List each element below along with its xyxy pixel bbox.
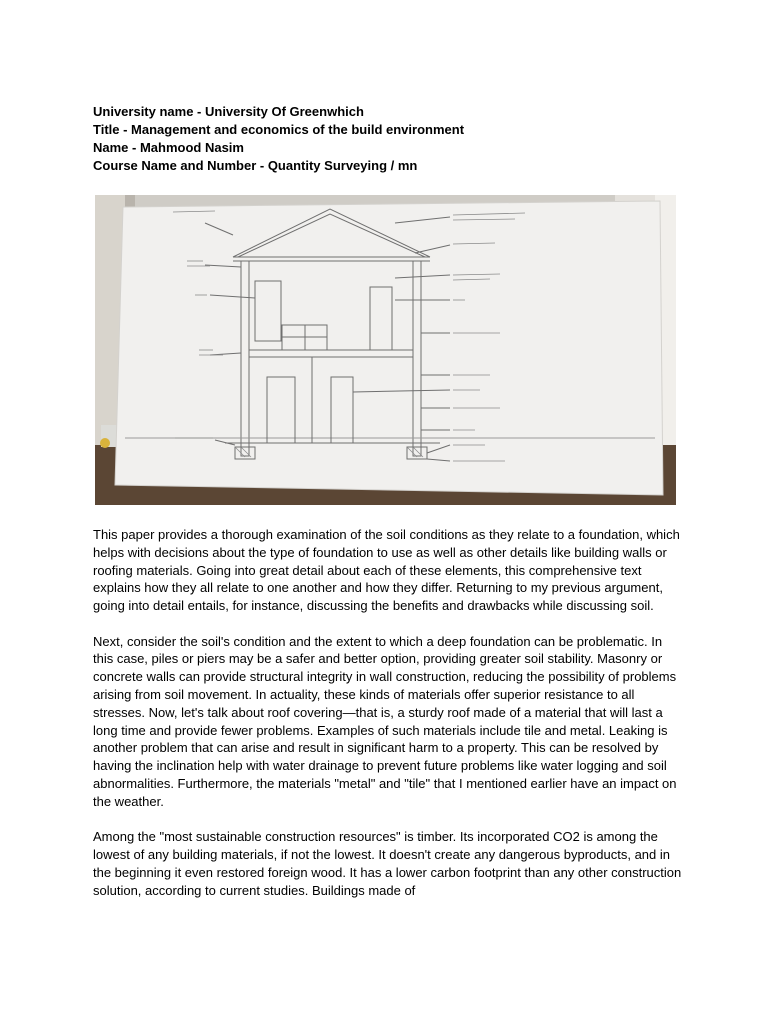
course-line: Course Name and Number - Quantity Surveying / mn — [93, 158, 418, 173]
drawing-illustration — [95, 195, 676, 505]
author-line: Name - Mahmood Nasim — [93, 140, 244, 155]
paragraph: Among the "most sustainable construction resources" is timber. Its incorporated CO2 is among the lowest of any building materials, if not the lowest. It doesn't create any dangerous byproducts, and in the beginning it even restored foreign wood. It has a lower carbon footprint than any other construction solution, according to current studies. Buildings made of — [93, 829, 682, 898]
title-line: Title - Management and economics of the build environment — [93, 122, 465, 137]
university-line: University name - University Of Greenwhich — [93, 104, 364, 119]
paragraph: Next, consider the soil's condition and the extent to which a deep foundation can be problematic. In this case, piles or piers may be a safer and better option, providing greater soil stability. Masonry or concrete walls can provide structural integrity in wall construction, reducing the possibility of problems arising from soil movement. In actuality, these kinds of materials offer superior resistance to all stresses. Now, let's talk about roof covering—that is, a sturdy roof made of a material that will last a long time and provide fewer problems. Examples of such materials include tile and metal. Leaking is another problem that can arise and result in significant harm to a property. This can be resolved by having the inclination help with water drainage to prevent future problems like water logging and soil abnormalities. Furthermore, the materials "metal" and "tile" that I mentioned earlier have an impact on the weather. — [93, 633, 677, 809]
body-text — [93, 526, 683, 917]
document-header — [93, 103, 464, 175]
paragraph: This paper provides a thorough examination of the soil conditions as they relate to a foundation, which helps with decisions about the type of foundation to use as well as other details like building walls or roofing materials. Going into great detail about each of these elements, this comprehensive text explains how they all relate to one another and how they differ. Returning to my previous argument, going into detail entails, for instance, discussing the benefits and drawbacks while discussing soil. — [93, 527, 680, 614]
section-drawing-photo — [95, 195, 676, 505]
